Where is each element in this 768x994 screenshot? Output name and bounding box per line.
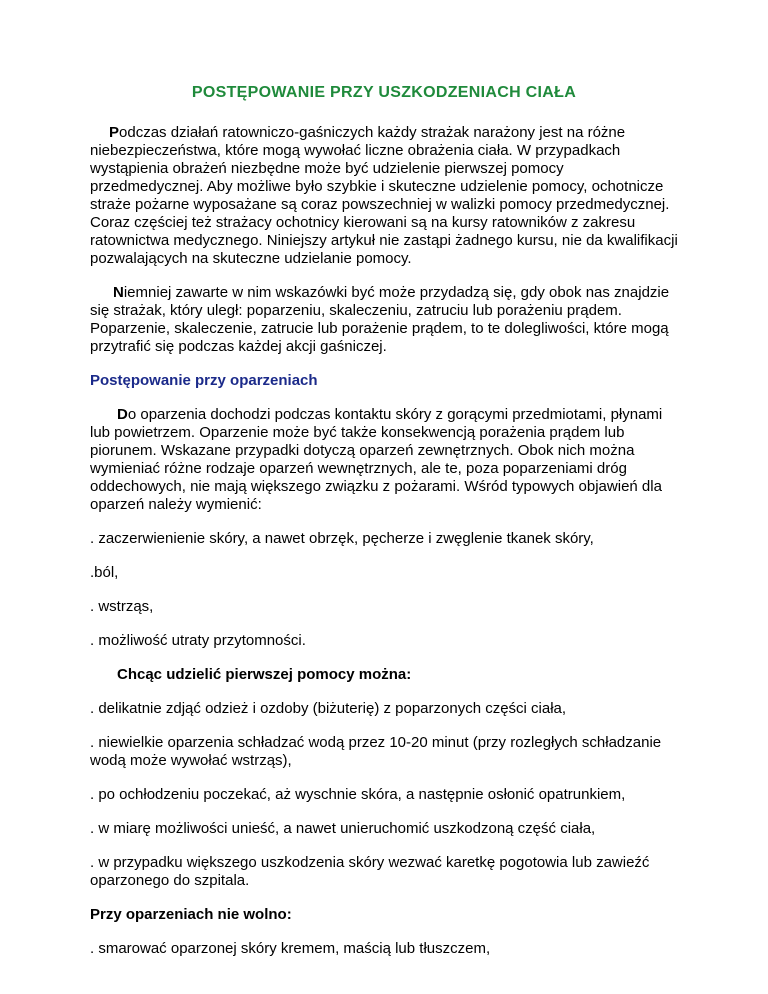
first-aid-heading: Chcąc udzielić pierwszej pomocy można: [117,666,412,683]
prohibited-heading: Przy oparzeniach nie wolno: [90,906,292,923]
drop-letter: D [117,406,128,423]
document-body [90,124,680,974]
first-aid-item: . w miarę możliwości unieść, a nawet unieruchomić uszkodzoną część ciała, [90,820,596,837]
paragraph-text: iemniej zawarte w nim wskazówki być może przydadzą się, gdy obok nas znajdzie się strażak, który uległ: poparzeniu, skaleczeniu, zatruciu lub porażeniu prądem. Poparzenie, skaleczenie, zatrucie lub porażenie prądem, to te dolegliwości, które mogą przytrafić się podczas każdej akcji gaśniczej. [90,284,670,355]
first-aid-item: . w przypadku większego uszkodzenia skóry wezwać karetkę pogotowia lub zawieźć oparzonego do szpitala. [90,854,650,889]
intro-paragraph-2 [90,284,680,356]
intro-paragraph-1 [90,124,680,268]
first-aid-item: . delikatnie zdjąć odzież i ozdoby (biżuterię) z poparzonych części ciała, [90,700,567,717]
symptom-item: . wstrząs, [90,598,154,615]
symptom-item: . możliwość utraty przytomności. [90,632,306,649]
prohibited-item: . smarować oparzonej skóry kremem, maścią lub tłuszczem, [90,940,491,957]
paragraph-text: odczas działań ratowniczo-gaśniczych każdy strażak narażony jest na różne niebezpieczeństwa, które mogą wywołać liczne obrażenia ciała. W przypadkach wystąpienia obrażeń niezbędne może być udzielenie pierwszej pomocy przedmedycznej. Aby możliwe było szybkie i skuteczne udzielenie pomocy, ochotnicze straże pożarne wyposażane są coraz powszechniej w walizki pomocy przedmedycznej. Coraz częściej też strażacy ochotnicy kierowani są na kursy ratowników z zakresu ratownictwa medycznego. Niniejszy artykuł nie zastąpi żadnego kursu, nie da kwalifikacji pozwalających na skuteczne udzielanie pomocy. [90,124,678,267]
drop-letter: N [113,284,124,301]
section-paragraph [90,406,680,514]
symptom-item: . zaczerwienienie skóry, a nawet obrzęk, pęcherze i zwęglenie tkanek skóry, [90,530,594,547]
drop-letter: P [109,124,120,141]
first-aid-item: . niewielkie oparzenia schładzać wodą przez 10-20 minut (przy rozległych schładzanie wodą może wywołać wstrząs), [90,734,662,769]
paragraph-text: o oparzenia dochodzi podczas kontaktu skóry z gorącymi przedmiotami, płynami lub powietrzem. Oparzenie może być także konsekwencją porażenia prądem lub piorunem. Wskazane przypadki dotyczą oparzeń zewnętrznych. Obok nich można wymieniać różne rodzaje oparzeń wewnętrznych, ale te, poza poparzeniami dróg oddechowych, nie mają większego związku z pożarami. Wśród typowych objawień dla oparzeń należy wymienić: [90,406,663,513]
symptom-item: .ból, [90,564,119,581]
page-title: POSTĘPOWANIE PRZY USZKODZENIACH CIAŁA [191,84,577,101]
section-heading-burns: Postępowanie przy oparzeniach [90,372,318,389]
first-aid-item: . po ochłodzeniu poczekać, aż wyschnie skóra, a następnie osłonić opatrunkiem, [90,786,626,803]
